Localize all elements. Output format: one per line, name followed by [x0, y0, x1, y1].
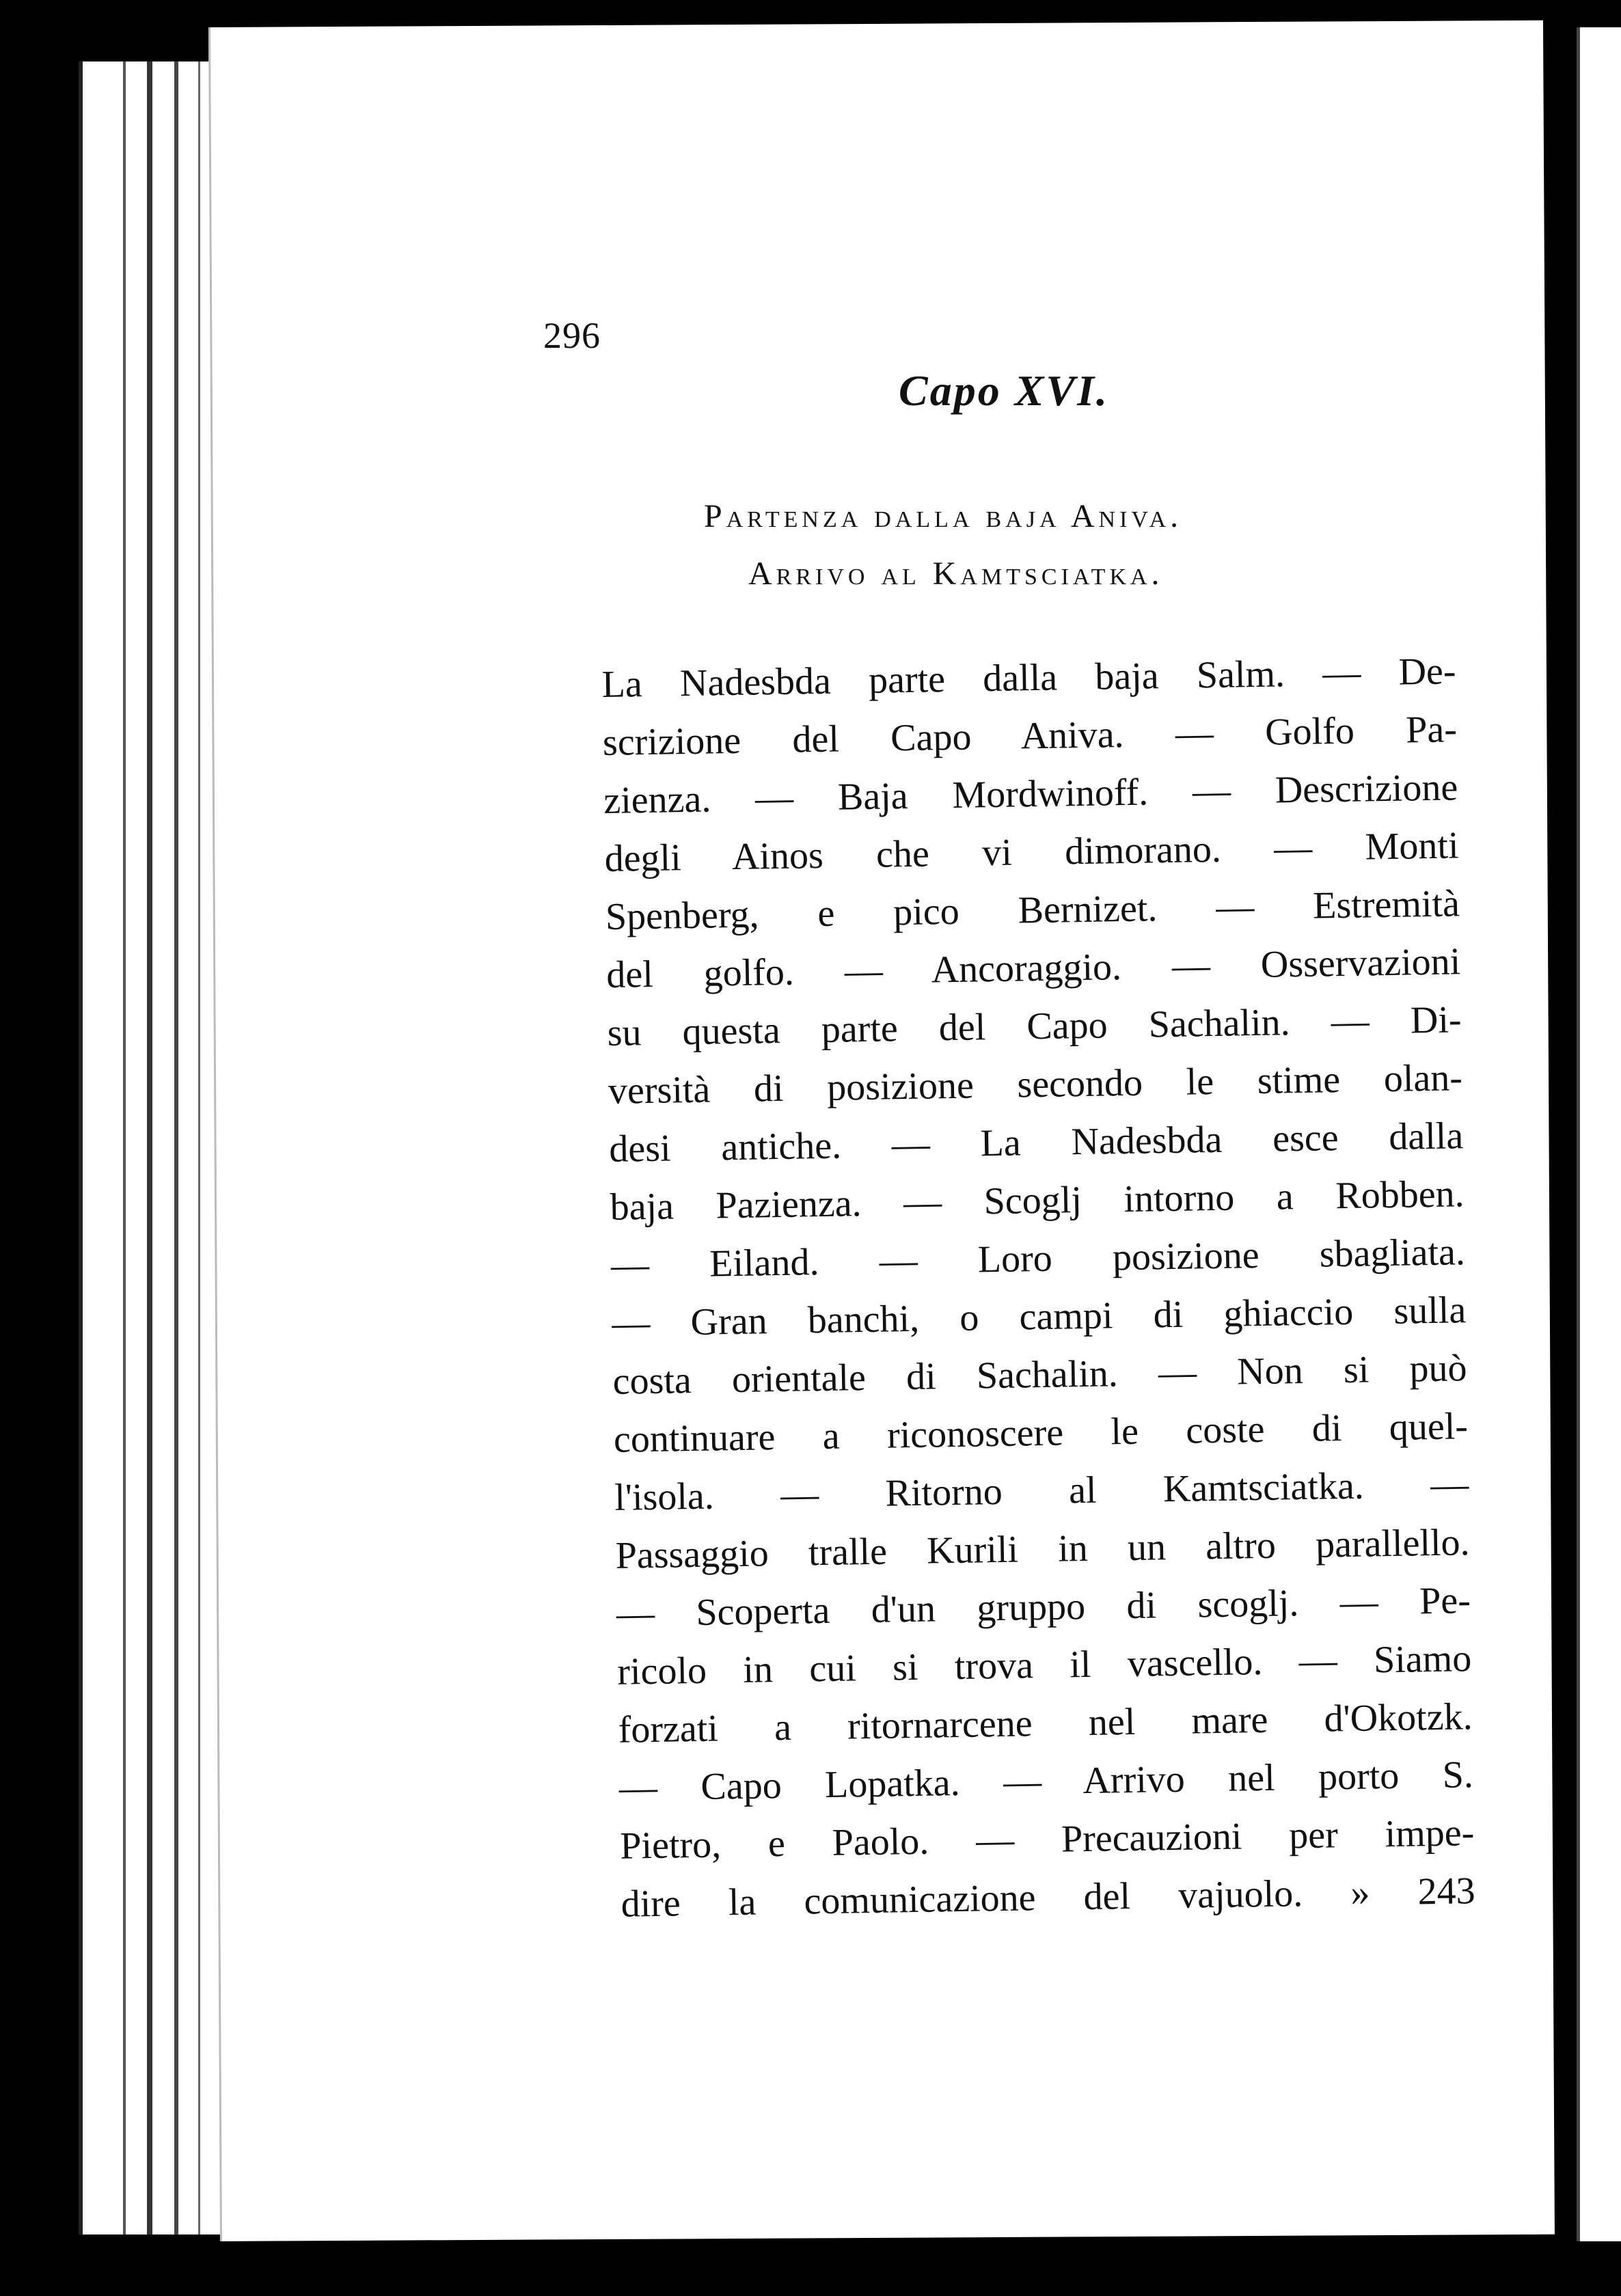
summary-line: zienza. — Baja Mordwinoff. — Descrizione: [603, 766, 1458, 822]
page-edge-line: [198, 62, 200, 2234]
summary-line: costa orientale di Sachalin. — Non si può: [612, 1347, 1468, 1403]
summary-line: ricolo in cui si trova il vascello. — Siamo: [616, 1637, 1472, 1693]
summary-line: — Eiland. — Loro posizione sbagliata.: [610, 1231, 1466, 1287]
scan-left-edge: [0, 0, 82, 2296]
page-edge-line: [123, 62, 126, 2234]
summary-line: Passaggio tralle Kurili in un altro parallello.: [615, 1521, 1471, 1577]
summary-line: desi antiche. — La Nadesbda esce dalla: [608, 1115, 1464, 1171]
summary-line: su questa parte del Capo Sachalin. — Di-: [607, 998, 1462, 1054]
summary-line: — Capo Lopatka. — Arrivo nel porto S.: [618, 1753, 1474, 1809]
summary-line: degli Ainos che vi dimorano. — Monti: [604, 824, 1459, 880]
facing-page-edge: [1577, 27, 1621, 2241]
summary-line: dire la comunicazione del vajuolo. » 243: [621, 1870, 1476, 1926]
summary-line: baja Pazienza. — Scoglj intorno a Robben.: [610, 1173, 1465, 1229]
summary-line: La Nadesbda parte dalla baja Salm. — De-: [601, 650, 1456, 706]
chapter-heading-line: Partenza dalla baja Aniva.: [704, 498, 1183, 534]
page-number: 296: [543, 315, 601, 356]
summary-line: forzati a ritornarcene nel mare d'Okotzk.: [618, 1695, 1473, 1751]
page-edge-line: [147, 62, 152, 2234]
chapter-title: Capo XVI.: [899, 366, 1109, 415]
summary-line: del golfo. — Ancoraggio. — Osservazioni: [605, 940, 1461, 996]
chapter-heading-line: Arrivo al Kamtsciatka.: [748, 556, 1164, 592]
chapter-summary: [601, 642, 1475, 1933]
summary-line: — Scoperta d'un gruppo di scoglj. — Pe-: [616, 1579, 1471, 1635]
summary-line: Spenberg, e pico Bernizet. — Estremità: [605, 882, 1460, 938]
summary-line: — Gran banchi, o campi di ghiaccio sulla: [611, 1289, 1467, 1345]
summary-line: Pietro, e Paolo. — Precauzioni per impe-: [619, 1812, 1475, 1868]
summary-line: scrizione del Capo Aniva. — Golfo Pa-: [602, 708, 1458, 764]
summary-line: l'isola. — Ritorno al Kamtsciatka. —: [614, 1463, 1469, 1519]
page-edge-line: [174, 62, 178, 2234]
summary-line: continuare a riconoscere le coste di quel-: [613, 1405, 1469, 1461]
summary-line: versità di posizione secondo le stime olan-: [608, 1056, 1463, 1112]
